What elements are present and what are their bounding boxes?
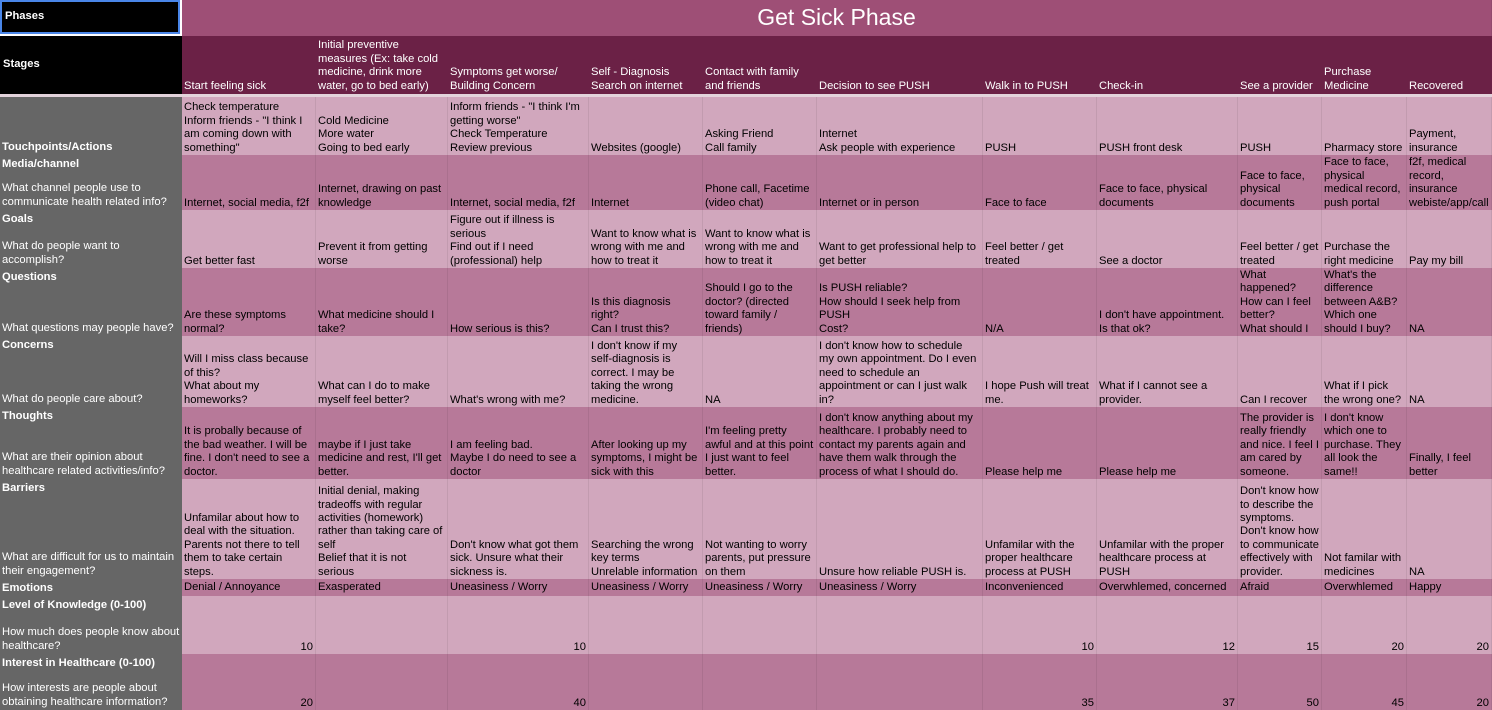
- table-cell[interactable]: [1238, 654, 1322, 710]
- row-label-cell[interactable]: [0, 155, 182, 210]
- cell-value: Internet Ask people with experience: [819, 128, 956, 154]
- stage-header-cell[interactable]: [1407, 36, 1492, 94]
- table-cell[interactable]: [1238, 155, 1322, 210]
- stage-header-cell[interactable]: [448, 36, 589, 94]
- row-label-subtitle: What questions may people have?: [2, 321, 174, 334]
- stage-header-cell[interactable]: [703, 36, 817, 94]
- cell-value: I'm feeling pretty awful and at this point I just want to feel better.: [705, 425, 817, 478]
- table-cell[interactable]: [589, 210, 703, 268]
- table-cell[interactable]: [1238, 97, 1322, 155]
- table-cell[interactable]: [817, 155, 983, 210]
- table-cell[interactable]: [703, 155, 817, 210]
- table-cell[interactable]: [1322, 479, 1407, 579]
- row-label-title: Touchpoints/Actions: [2, 140, 113, 153]
- row-label-title: Level of Knowledge (0-100): [2, 599, 147, 611]
- row-label-subtitle: How much does people know about healthcare?: [2, 626, 183, 652]
- cell-value: Please help me: [985, 465, 1063, 478]
- cell-value: 50: [1306, 696, 1319, 709]
- row-label-subtitle: What channel people use to communicate health related info?: [2, 182, 167, 208]
- cell-value: Is this diagnosis right? Can I trust this?: [591, 295, 671, 335]
- cell-value: PUSH: [1240, 141, 1272, 154]
- table-cell[interactable]: [1238, 579, 1322, 596]
- table-cell[interactable]: [703, 596, 817, 654]
- table-cell[interactable]: [589, 97, 703, 155]
- cell-value: Get better fast: [184, 254, 255, 267]
- table-cell[interactable]: [983, 654, 1097, 710]
- cell-value: Not familar with medicines: [1324, 552, 1405, 578]
- table-cell[interactable]: [817, 97, 983, 155]
- cell-value: Figure out if illness is serious Find out if I need (professional) help: [450, 214, 555, 267]
- table-cell[interactable]: [983, 596, 1097, 654]
- table-cell[interactable]: [817, 268, 983, 336]
- table-cell[interactable]: [316, 97, 448, 155]
- cell-value: 37: [1222, 696, 1235, 709]
- stage-header-label: Symptoms get worse/ Building Concern: [450, 66, 558, 92]
- table-cell[interactable]: [1322, 336, 1407, 407]
- stage-header-cell[interactable]: [817, 36, 983, 94]
- table-cell[interactable]: [1097, 268, 1238, 336]
- cell-value: I am feeling bad. Maybe I do need to see a doctor: [450, 438, 577, 478]
- stages-label-cell[interactable]: [0, 36, 182, 94]
- cell-value: 35: [1081, 696, 1094, 709]
- table-cell[interactable]: [1407, 579, 1492, 596]
- table-cell[interactable]: [1322, 579, 1407, 596]
- table-cell[interactable]: [983, 479, 1097, 579]
- table-cell[interactable]: [182, 155, 316, 210]
- table-cell[interactable]: [1407, 336, 1492, 407]
- cell-value: After looking up my symptoms, I might be sick with this: [591, 438, 701, 478]
- row-label-title: Interest in Healthcare (0-100): [2, 657, 155, 669]
- row-label-cell[interactable]: [0, 268, 182, 336]
- table-cell[interactable]: [817, 407, 983, 479]
- row-label-title: Barriers: [2, 482, 45, 494]
- table-cell[interactable]: [983, 407, 1097, 479]
- table-cell[interactable]: [983, 210, 1097, 268]
- table-cell[interactable]: [1097, 155, 1238, 210]
- stage-header-label: Recovered: [1409, 79, 1464, 92]
- stage-header-label: Check-in: [1099, 79, 1144, 92]
- table-cell[interactable]: [182, 407, 316, 479]
- table-cell[interactable]: [817, 596, 983, 654]
- table-cell[interactable]: [1097, 407, 1238, 479]
- cell-value: Inconvenienced: [985, 580, 1064, 593]
- cell-value: Want to know what is wrong with me and how to treat it: [591, 227, 700, 267]
- table-cell[interactable]: [817, 479, 983, 579]
- cell-value: I hope Push will treat me.: [985, 380, 1092, 406]
- cell-value: 20: [1476, 640, 1489, 653]
- stage-header-label: Decision to see PUSH: [819, 79, 930, 92]
- row-label-cell[interactable]: [0, 479, 182, 579]
- cell-value: 12: [1222, 640, 1235, 653]
- cell-value: 20: [300, 696, 313, 709]
- table-cell[interactable]: [182, 579, 316, 596]
- table-cell[interactable]: [1407, 210, 1492, 268]
- cell-value: Face to face, physical documents: [1099, 183, 1211, 209]
- cell-value: Phone call, Facetime (video chat): [705, 183, 813, 209]
- table-cell[interactable]: [182, 479, 316, 579]
- cell-value: Unsure how reliable PUSH is.: [819, 565, 967, 578]
- table-cell[interactable]: [316, 336, 448, 407]
- table-cell[interactable]: [703, 479, 817, 579]
- cell-value: What can I do to make myself feel better?: [318, 380, 434, 406]
- cell-value: N/A: [985, 322, 1004, 335]
- table-cell[interactable]: [1238, 336, 1322, 407]
- cell-value: I don't know how to schedule my own appointment. Do I even need to schedule an appointment or can I just walk in?: [819, 339, 980, 406]
- table-cell[interactable]: [448, 596, 589, 654]
- cell-value: NA: [1409, 565, 1425, 578]
- table-cell[interactable]: [1097, 479, 1238, 579]
- cell-value: What medicine should I take?: [318, 309, 438, 335]
- row-label-title: Emotions: [2, 581, 53, 594]
- cell-value: 10: [1081, 640, 1094, 653]
- table-cell[interactable]: [703, 407, 817, 479]
- cell-value: Don't know how to describe the symptoms. Don't know how to communicate effectively with provider.: [1240, 485, 1319, 578]
- cell-value: f2f, medical record, insurance webiste/app/call: [1409, 156, 1489, 209]
- table-cell[interactable]: [1322, 407, 1407, 479]
- table-cell[interactable]: [703, 654, 817, 710]
- stage-header-cell[interactable]: [316, 36, 448, 94]
- table-cell[interactable]: [983, 268, 1097, 336]
- cell-value: 45: [1391, 696, 1404, 709]
- table-cell[interactable]: [448, 579, 589, 596]
- cell-value: Inform friends - "I think I'm getting worse" Check Temperature Review previous: [450, 101, 580, 154]
- row-label-cell[interactable]: [0, 596, 182, 654]
- table-cell[interactable]: [589, 336, 703, 407]
- stage-header-label: Self - Diagnosis Search on internet: [591, 66, 683, 92]
- cell-value: Asking Friend Call family: [705, 128, 774, 154]
- cell-value: 10: [573, 640, 586, 653]
- cell-value: Prevent it from getting worse: [318, 241, 431, 267]
- cell-value: I don't know which one to purchase. They all look the same!!: [1324, 411, 1405, 478]
- cell-value: NA: [1409, 393, 1425, 406]
- stage-header-cell[interactable]: [1097, 36, 1238, 94]
- stage-header-label: Contact with family and friends: [705, 66, 799, 92]
- cell-value: Unfamilar about how to deal with the situation. Parents not there to tell them to take certain steps.: [184, 511, 303, 578]
- cell-value: Feel better / get treated: [1240, 241, 1322, 267]
- table-cell[interactable]: [1407, 97, 1492, 155]
- cell-value: Internet: [591, 196, 629, 209]
- row-label-cell[interactable]: [0, 407, 182, 479]
- cell-value: Finally, I feel better: [1409, 452, 1475, 478]
- row-label-subtitle: How interests are people about obtaining healthcare information?: [2, 682, 168, 708]
- row-label-cell[interactable]: [0, 210, 182, 268]
- phases-label: Phases: [5, 10, 45, 22]
- phase-title: Get Sick Phase: [757, 4, 916, 31]
- cell-value: 15: [1306, 640, 1319, 653]
- cell-value: Internet or in person: [819, 196, 920, 209]
- table-cell[interactable]: [1238, 407, 1322, 479]
- cell-value: What's the difference between A&B? Which one should I buy?: [1324, 268, 1401, 335]
- table-cell[interactable]: [589, 155, 703, 210]
- cell-value: Face to face: [985, 196, 1047, 209]
- cell-value: Uneasiness / Worry: [705, 580, 803, 593]
- cell-value: I don't know if my self-diagnosis is correct. I may be taking the wrong medicine.: [591, 339, 681, 406]
- table-cell[interactable]: [448, 155, 589, 210]
- table-cell[interactable]: [589, 268, 703, 336]
- row-label-title: Questions: [2, 271, 57, 283]
- stage-header-label: Walk in to PUSH: [985, 79, 1068, 92]
- table-cell[interactable]: [1322, 268, 1407, 336]
- cell-value: I don't know anything about my healthcare. I probably need to contact my parents again and have them walk through the process of what I should do.: [819, 411, 976, 478]
- stage-header-label: Purchase Medicine: [1324, 66, 1372, 92]
- table-cell[interactable]: [448, 479, 589, 579]
- cell-value: Face to face, physical medical record, push portal: [1324, 156, 1404, 209]
- table-cell[interactable]: [448, 97, 589, 155]
- table-cell[interactable]: [1097, 210, 1238, 268]
- cell-value: NA: [705, 393, 721, 406]
- table-cell[interactable]: [1238, 210, 1322, 268]
- cell-value: Afraid: [1240, 580, 1270, 593]
- table-cell[interactable]: [1322, 596, 1407, 654]
- table-cell[interactable]: [1097, 336, 1238, 407]
- table-cell[interactable]: [983, 579, 1097, 596]
- cell-value: 40: [573, 696, 586, 709]
- cell-value: Want to know what is wrong with me and how to treat it: [705, 227, 814, 267]
- phases-label-cell[interactable]: [0, 0, 180, 34]
- table-cell[interactable]: [1407, 596, 1492, 654]
- cell-value: Internet, social media, f2f: [450, 196, 575, 209]
- row-label-title: Media/channel: [2, 158, 80, 170]
- stage-header-cell[interactable]: [1238, 36, 1322, 94]
- cell-value: Can I recover: [1240, 393, 1308, 406]
- cell-value: Should I go to the doctor? (directed toward family / friends): [705, 282, 796, 335]
- table-cell[interactable]: [1407, 155, 1492, 210]
- table-cell[interactable]: [589, 654, 703, 710]
- table-cell[interactable]: [316, 268, 448, 336]
- cell-value: Uneasiness / Worry: [450, 580, 548, 593]
- row-label-title: Concerns: [2, 339, 54, 351]
- table-cell[interactable]: [448, 654, 589, 710]
- table-cell[interactable]: [316, 210, 448, 268]
- cell-value: Are these symptoms normal?: [184, 309, 290, 335]
- table-cell[interactable]: [817, 210, 983, 268]
- cell-value: Face to face, physical documents: [1240, 169, 1308, 209]
- table-cell[interactable]: [817, 336, 983, 407]
- table-cell[interactable]: [448, 336, 589, 407]
- table-cell[interactable]: [448, 407, 589, 479]
- table-cell[interactable]: [703, 336, 817, 407]
- table-cell[interactable]: [589, 596, 703, 654]
- cell-value: Will I miss class because of this? What about my homeworks?: [184, 353, 309, 406]
- row-label-subtitle: What are their opinion about healthcare related activities/info?: [2, 451, 165, 477]
- cell-value: Feel better / get treated: [985, 241, 1067, 267]
- table-cell[interactable]: [316, 654, 448, 710]
- cell-value: PUSH front desk: [1099, 141, 1183, 154]
- table-cell[interactable]: [448, 210, 589, 268]
- cell-value: 10: [300, 640, 313, 653]
- table-cell[interactable]: [703, 210, 817, 268]
- cell-value: Overwhlemed: [1324, 580, 1394, 593]
- cell-value: What if I pick the wrong one?: [1324, 380, 1402, 406]
- cell-value: What's wrong with me?: [450, 393, 566, 406]
- table-cell[interactable]: [182, 336, 316, 407]
- cell-value: Check temperature Inform friends - "I think I am coming down with something": [184, 101, 303, 154]
- row-label-title: Goals: [2, 213, 34, 225]
- table-cell[interactable]: [182, 654, 316, 710]
- row-label-cell[interactable]: [0, 336, 182, 407]
- cell-value: Pharmacy store: [1324, 141, 1403, 154]
- stage-header-cell[interactable]: [1322, 36, 1407, 94]
- table-cell[interactable]: [1407, 268, 1492, 336]
- cell-value: It is probally because of the bad weather. I will be fine. I don't need to see a doctor.: [184, 425, 313, 478]
- table-cell[interactable]: [182, 596, 316, 654]
- table-cell[interactable]: [983, 97, 1097, 155]
- cell-value: Overwhlemed, concerned: [1099, 580, 1227, 593]
- stages-label: Stages: [3, 58, 40, 71]
- table-cell[interactable]: [182, 97, 316, 155]
- cell-value: Is PUSH reliable? How should I seek help from PUSH Cost?: [819, 282, 961, 335]
- cell-value: 20: [1391, 640, 1404, 653]
- table-cell[interactable]: [703, 268, 817, 336]
- row-label-cell[interactable]: [0, 579, 182, 596]
- row-label-subtitle: What are difficult for us to maintain their engagement?: [2, 551, 178, 577]
- row-label-subtitle: What do people want to accomplish?: [2, 240, 123, 266]
- table-cell[interactable]: [316, 579, 448, 596]
- cell-value: Unfamilar with the proper healthcare process at PUSH: [1099, 538, 1228, 578]
- table-cell[interactable]: [182, 210, 316, 268]
- stage-header-label: Initial preventive measures (Ex: take cold medicine, drink more water, go to bed early): [318, 39, 442, 92]
- table-cell[interactable]: [1238, 596, 1322, 654]
- table-cell[interactable]: [589, 479, 703, 579]
- cell-value: Not wanting to worry parents, put pressure on them: [705, 538, 814, 578]
- table-cell[interactable]: [1097, 579, 1238, 596]
- table-cell[interactable]: [448, 268, 589, 336]
- cell-value: What if I cannot see a provider.: [1099, 380, 1211, 406]
- cell-value: Internet, drawing on past knowledge: [318, 183, 445, 209]
- cell-value: Unfamilar with the proper healthcare process at PUSH: [985, 538, 1078, 578]
- table-cell[interactable]: [1097, 596, 1238, 654]
- table-cell[interactable]: [316, 407, 448, 479]
- table-cell[interactable]: [316, 155, 448, 210]
- row-label-subtitle: What do people care about?: [2, 392, 143, 405]
- phase-title-cell[interactable]: [182, 0, 1492, 36]
- cell-value: 20: [1476, 696, 1489, 709]
- cell-value: Initial denial, making tradeoffs with regular activities (homework) rather than taking care of self Belief that it is not serious: [318, 485, 443, 578]
- table-cell[interactable]: [1322, 97, 1407, 155]
- cell-value: Please help me: [1099, 465, 1177, 478]
- cell-value: Purchase the right medicine: [1324, 241, 1394, 267]
- cell-value: Internet, social media, f2f: [184, 196, 309, 209]
- cell-value: Cold Medicine More water Going to bed early: [318, 114, 410, 154]
- stage-header-cell[interactable]: [983, 36, 1097, 94]
- table-cell[interactable]: [316, 479, 448, 579]
- stage-header-cell[interactable]: [182, 36, 316, 94]
- table-cell[interactable]: [316, 596, 448, 654]
- table-cell[interactable]: [182, 268, 316, 336]
- table-cell[interactable]: [1407, 407, 1492, 479]
- cell-value: What happened? How can I feel better? What should I: [1240, 268, 1311, 335]
- stage-header-cell[interactable]: [589, 36, 703, 94]
- cell-value: NA: [1409, 322, 1425, 335]
- cell-value: Denial / Annoyance: [184, 580, 281, 593]
- cell-value: Uneasiness / Worry: [591, 580, 689, 593]
- table-cell[interactable]: [1322, 654, 1407, 710]
- cell-value: How serious is this?: [450, 322, 550, 335]
- cell-value: Websites (google): [591, 141, 681, 154]
- cell-value: maybe if I just take medicine and rest, I'll get better.: [318, 438, 445, 478]
- table-cell[interactable]: [1097, 654, 1238, 710]
- cell-value: I don't have appointment. Is that ok?: [1099, 309, 1228, 335]
- table-cell[interactable]: [983, 155, 1097, 210]
- table-cell[interactable]: [1322, 155, 1407, 210]
- cell-value: PUSH: [985, 141, 1017, 154]
- table-cell[interactable]: [1322, 210, 1407, 268]
- cell-value: Want to get professional help to get better: [819, 241, 980, 267]
- cell-value: Pay my bill: [1409, 254, 1464, 267]
- cell-value: Uneasiness / Worry: [819, 580, 917, 593]
- cell-value: Happy: [1409, 580, 1442, 593]
- table-cell[interactable]: [703, 97, 817, 155]
- table-cell[interactable]: [1407, 479, 1492, 579]
- table-cell[interactable]: [817, 579, 983, 596]
- table-cell[interactable]: [1238, 479, 1322, 579]
- cell-value: Searching the wrong key terms Unrelable information: [591, 538, 698, 578]
- row-label-cell[interactable]: [0, 654, 182, 710]
- table-cell[interactable]: [817, 654, 983, 710]
- cell-value: Payment, insurance: [1409, 128, 1460, 154]
- table-cell[interactable]: [589, 579, 703, 596]
- cell-value: The provider is really friendly and nice. I feel I am cared by someone.: [1240, 411, 1323, 478]
- table-cell[interactable]: [1238, 268, 1322, 336]
- cell-value: Exasperated: [318, 580, 381, 593]
- table-cell[interactable]: [589, 407, 703, 479]
- stage-header-label: Start feeling sick: [184, 79, 267, 92]
- cell-value: See a doctor: [1099, 254, 1163, 267]
- table-cell[interactable]: [983, 336, 1097, 407]
- cell-value: Don't know what got them sick. Unsure what their sickness is.: [450, 538, 582, 578]
- table-cell[interactable]: [703, 579, 817, 596]
- table-cell[interactable]: [1097, 97, 1238, 155]
- row-label-cell[interactable]: [0, 97, 182, 155]
- table-cell[interactable]: [1407, 654, 1492, 710]
- row-label-title: Thoughts: [2, 410, 53, 422]
- stage-header-label: See a provider: [1240, 79, 1313, 92]
